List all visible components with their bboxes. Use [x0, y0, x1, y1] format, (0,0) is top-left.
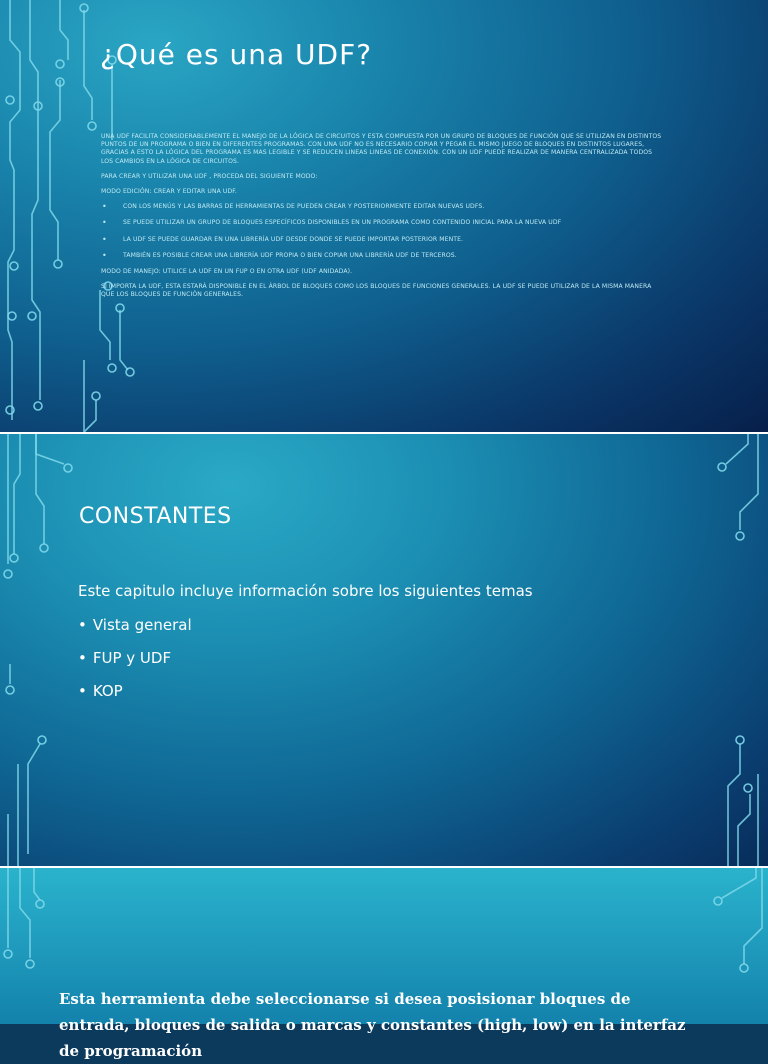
bullet-item: • TAMBIÉN ES POSIBLE CREAR UNA LIBRERÍA UDF PROPIA O BIEN COPIAR UNA LIBRERÍA UDF DE TERCEROS. [101, 252, 665, 260]
circuit-decoration-left [0, 868, 60, 1024]
bullet-marker: • [78, 682, 87, 700]
list-item-label: FUP y UDF [92, 649, 172, 667]
bullet-item: • LA UDF SE PUEDE GUARDAR EN UNA LIBRERÍA UDF DESDE DONDE SE PUEDE IMPORTAR POSTERIOR MENTE. [101, 236, 665, 244]
bullet-item: • CON LOS MENÚS Y LAS BARRAS DE HERRAMIENTAS DE PUEDEN CREAR Y POSTERIORMENTE EDITAR NUEVAS UDFS. [101, 203, 665, 211]
slide-udf [0, 0, 768, 432]
list-item [78, 649, 533, 667]
paragraph: MODO DE MANEJO: UTILICE LA UDF EN UN FUP O EN OTRA UDF (UDF ANIDADA). [101, 268, 353, 276]
list-item [78, 682, 533, 700]
bullet-marker: • [78, 649, 87, 667]
paragraph: MODO EDICIÓN: CREAR Y EDITAR UNA UDF. [101, 188, 237, 196]
intro-text: Este capitulo incluye información sobre los siguientes temas [78, 582, 533, 600]
slide-body [78, 582, 533, 715]
slide-title: CONSTANTES [79, 504, 232, 529]
circuit-decoration-left [0, 434, 80, 866]
bullet-item: • SE PUEDE UTILIZAR UN GRUPO DE BLOQUES ESPECÍFICOS DISPONIBLES EN UN PROGRAMA COMO CONTENIDO INICIAL PARA LA NUEVA UDF [101, 219, 665, 227]
list-item-label: KOP [92, 682, 123, 700]
circuit-decoration-right [688, 434, 768, 866]
slide-constantes [0, 434, 768, 866]
slide-body [101, 133, 665, 307]
bullet-marker: • [78, 616, 87, 634]
paragraph: PARA CREAR Y UTILIZAR UNA UDF , PROCEDA DEL SIGUIENTE MODO: [101, 172, 318, 180]
circuit-decoration-right [700, 868, 768, 1024]
slide-herramienta [0, 868, 768, 1060]
paragraph: UNA UDF FACILITA CONSIDERABLEMENTE EL MANEJO DE LA LÓGICA DE CIRCUITOS Y ESTA COMPUESTA POR UN GRUPO DE BLOQUES DE FUNCIÓN QUE SE UTILIZAN EN DISTINTOS PUNTOS DE UN PROGRAMA O BIEN EN DIFERENTES PROGRAMAS. CON UNA UDF NO ES NECESARIO COPIAR Y PEGAR EL MISMO JUEGO DE BLOQUES EN DISTINTOS LUGARES, GRACIAS A ESTO LA LÓGICA DEL PROGRAMA ES MAS LEGIBLE Y SE REDUCEN LINEAS LINEAS DE CONEXIÓN. CON UN UDF PUEDE REALIZAR DE MANERA CENTRALIZADA TODOS LOS CAMBIOS EN LA LÓGICA DE CIRCUITOS. [101, 133, 662, 165]
paragraph: SI IMPORTA LA UDF, ESTA ESTARÁ DISPONIBLE EN EL ÁRBOL DE BLOQUES COMO LOS BLOQUES DE FUNCIONES GENERALES. LA UDF SE PUEDE UTILIZAR DE LA MISMA MANERA QUE LOS BLOQUES DE FUNCIÓN GENERALES. [101, 283, 652, 299]
list-item [78, 616, 533, 634]
list-item-label: Vista general [92, 616, 192, 634]
slide-title: ¿Qué es una UDF? [100, 38, 373, 71]
slide-body: Esta herramienta debe seleccionarse si desea posisionar bloques de entrada, bloques de salida o marcas y constantes (high, low) en la interfaz de programación [59, 990, 686, 1060]
